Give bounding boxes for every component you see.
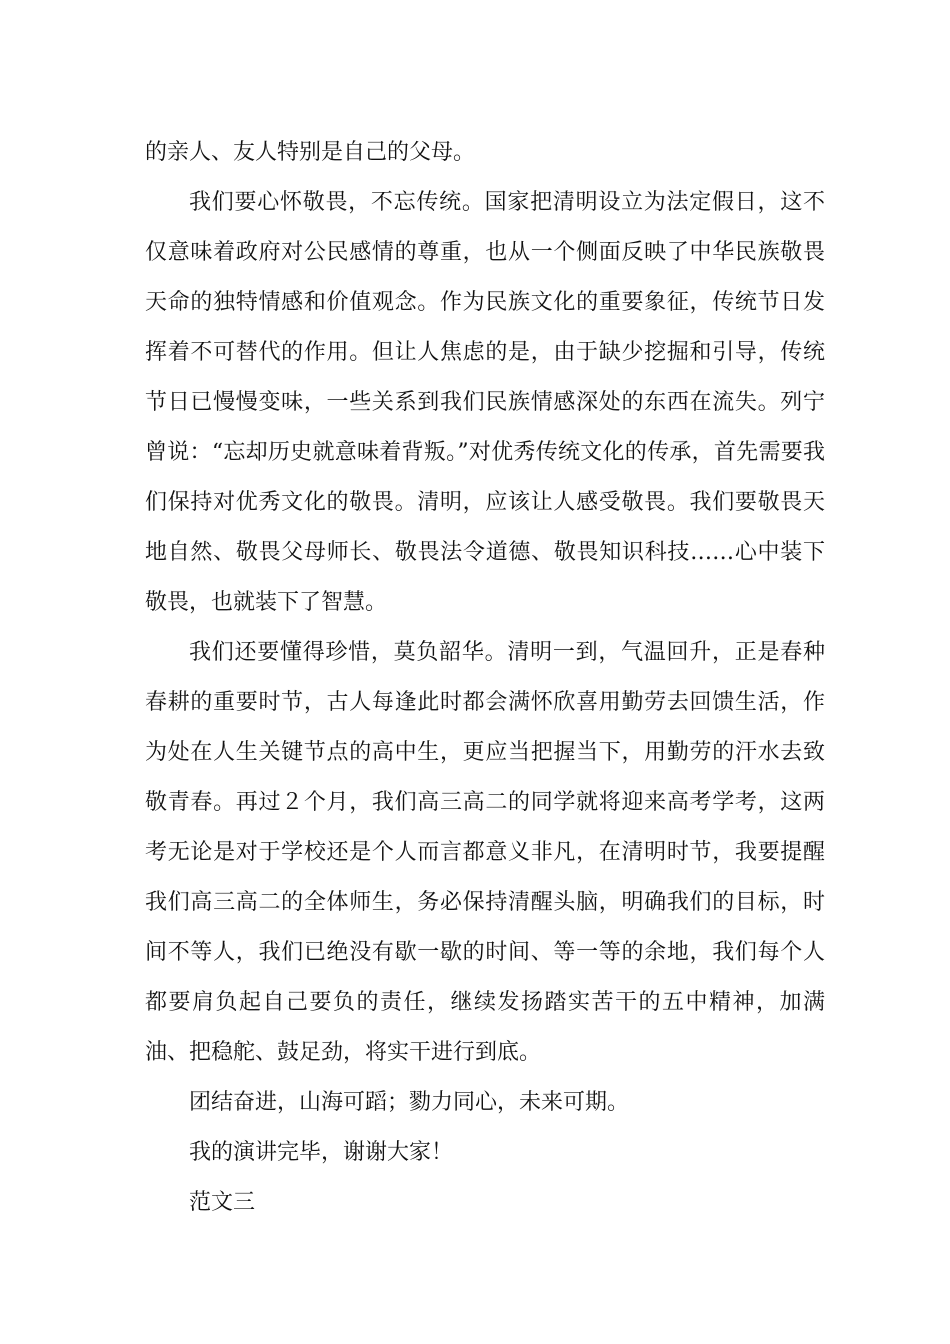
paragraph-cherish-time: 我们还要懂得珍惜，莫负韶华。清明一到，气温回升，正是春种春耕的重要时节，古人每逢此时都会满怀欣喜用勤劳去回馈生活，作为处在人生关键节点的高中生，更应当把握当下，用勤劳的汗水去致敬青春。再过２个月，我们高三高二的同学就将迎来高考学考，这两考无论是对于学校还是个人而言都意义非凡，在清明时节，我要提醒我们高三高二的全体师生，务必保持清醒头脑，明确我们的目标，时间不等人，我们已绝没有歇一歇的时间、等一等的余地，我们每个人都要肩负起自己要负的责任，继续发扬踏实苦干的五中精神，加满油、把稳舵、鼓足劲，将实干进行到底。 <box>145 640 825 1065</box>
paragraph-continuation: 的亲人、友人特别是自己的父母。 <box>145 140 476 165</box>
paragraph-unity-slogan: 团结奋进，山海可蹈；勠力同心，未来可期。 <box>189 1090 630 1115</box>
paragraph-closing-thanks: 我的演讲完毕，谢谢大家！ <box>189 1140 454 1165</box>
document-body <box>145 128 825 1228</box>
paragraph-reverence: 我们要心怀敬畏，不忘传统。国家把清明设立为法定假日，这不仅意味着政府对公民感情的尊重，也从一个侧面反映了中华民族敬畏天命的独特情感和价值观念。作为民族文化的重要象征，传统节日发挥着不可替代的作用。但让人焦虑的是，由于缺少挖掘和引导，传统节日已慢慢变味，一些关系到我们民族情感深处的东西在流失。列宁曾说：“忘却历史就意味着背叛。”对优秀传统文化的传承，首先需要我们保持对优秀文化的敬畏。清明，应该让人感受敬畏。我们要敬畏天地自然、敬畏父母师长、敬畏法令道德、敬畏知识科技……心中装下敬畏，也就装下了智慧。 <box>145 190 825 615</box>
section-heading-sample-three: 范文三 <box>189 1190 256 1215</box>
